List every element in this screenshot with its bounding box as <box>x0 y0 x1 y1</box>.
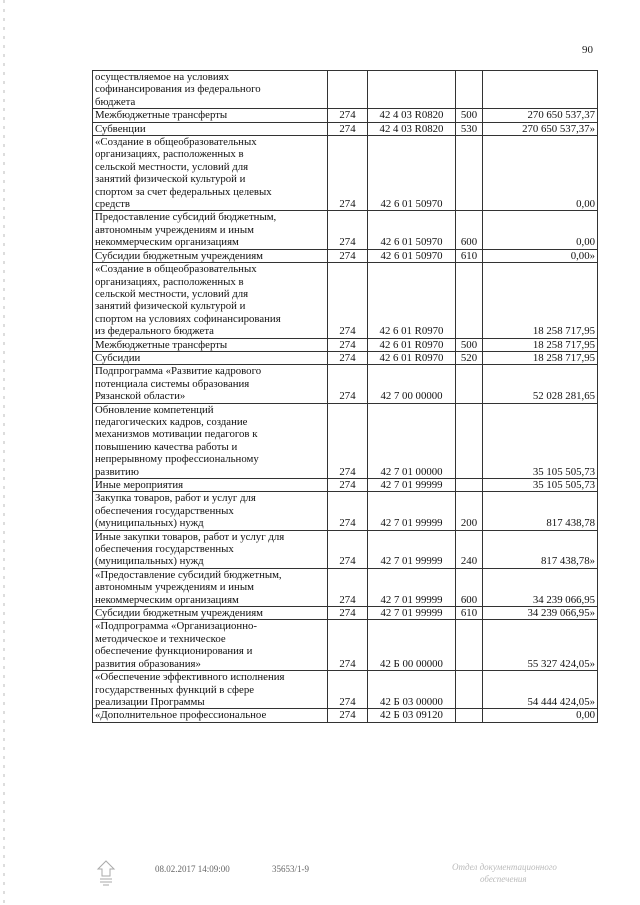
cell-name: Субвенции <box>93 122 328 135</box>
cell-name: Иные мероприятия <box>93 479 328 492</box>
table-row <box>93 249 598 262</box>
table-row <box>93 479 598 492</box>
cell-name: Межбюджетные трансферты <box>93 338 328 351</box>
cell-target-article: 42 4 03 R0820 <box>368 122 456 135</box>
table-row <box>93 263 598 338</box>
budget-table-body <box>93 71 598 723</box>
table-row <box>93 136 598 211</box>
table-row <box>93 211 598 249</box>
cell-name: осуществляемое на условиях софинансирования из федерального бюджета <box>93 71 328 109</box>
budget-table <box>92 70 598 723</box>
table-row <box>93 530 598 568</box>
table-row <box>93 71 598 109</box>
cell-expense-type: 500 <box>456 338 483 351</box>
cell-amount: 0,00 <box>483 211 598 249</box>
cell-name: Субсидии бюджетным учреждениям <box>93 607 328 620</box>
cell-name: Предоставление субсидий бюджетным, автономным учреждениям и иным некоммерческим организациям <box>93 211 328 249</box>
cell-ved-code: 274 <box>328 136 368 211</box>
table-row <box>93 122 598 135</box>
cell-ved-code: 274 <box>328 492 368 530</box>
footer-document-number: 35653/1-9 <box>272 864 309 874</box>
cell-target-article: 42 7 01 99999 <box>368 607 456 620</box>
cell-expense-type <box>456 136 483 211</box>
cell-amount: 34 239 066,95» <box>483 607 598 620</box>
cell-expense-type <box>456 709 483 722</box>
cell-expense-type <box>456 365 483 403</box>
table-row <box>93 365 598 403</box>
cell-target-article: 42 Б 03 09120 <box>368 709 456 722</box>
cell-ved-code: 274 <box>328 122 368 135</box>
cell-name: Субсидии бюджетным учреждениям <box>93 249 328 262</box>
cell-ved-code: 274 <box>328 671 368 709</box>
emblem-icon <box>96 860 116 886</box>
cell-amount: 35 105 505,73 <box>483 479 598 492</box>
cell-expense-type: 600 <box>456 211 483 249</box>
cell-ved-code: 274 <box>328 403 368 478</box>
cell-ved-code: 274 <box>328 620 368 671</box>
cell-amount: 18 258 717,95 <box>483 263 598 338</box>
cell-expense-type <box>456 71 483 109</box>
cell-expense-type: 500 <box>456 109 483 122</box>
cell-ved-code: 274 <box>328 607 368 620</box>
cell-target-article: 42 7 00 00000 <box>368 365 456 403</box>
footer-datetime: 08.02.2017 14:09:00 <box>155 864 230 874</box>
page-number: 90 <box>582 44 593 56</box>
cell-amount: 34 239 066,95 <box>483 568 598 606</box>
table-row <box>93 403 598 478</box>
cell-amount: 35 105 505,73 <box>483 403 598 478</box>
cell-ved-code: 274 <box>328 338 368 351</box>
cell-amount <box>483 71 598 109</box>
cell-amount: 54 444 424,05» <box>483 671 598 709</box>
cell-amount: 0,00 <box>483 709 598 722</box>
cell-expense-type: 600 <box>456 568 483 606</box>
cell-ved-code: 274 <box>328 479 368 492</box>
cell-target-article: 42 7 01 99999 <box>368 492 456 530</box>
cell-name: «Подпрограмма «Организационно- методическое и техническое обеспечение функционирования и развития образования» <box>93 620 328 671</box>
cell-target-article: 42 7 01 99999 <box>368 568 456 606</box>
cell-expense-type: 240 <box>456 530 483 568</box>
cell-name: «Создание в общеобразовательных организациях, расположенных в сельской местности, условий для занятий физической культурой и спортом на условиях софинансирования из федерального бюджета <box>93 263 328 338</box>
cell-amount: 0,00» <box>483 249 598 262</box>
cell-target-article: 42 7 01 99999 <box>368 530 456 568</box>
cell-amount: 817 438,78» <box>483 530 598 568</box>
table-row <box>93 620 598 671</box>
cell-target-article: 42 6 01 R0970 <box>368 263 456 338</box>
cell-ved-code: 274 <box>328 211 368 249</box>
cell-name: «Дополнительное профессиональное <box>93 709 328 722</box>
table-row <box>93 568 598 606</box>
cell-expense-type <box>456 263 483 338</box>
cell-expense-type <box>456 479 483 492</box>
signature-stamp <box>450 860 600 886</box>
table-row <box>93 351 598 364</box>
footer-stamp <box>0 860 640 890</box>
table-row <box>93 709 598 722</box>
table-row <box>93 492 598 530</box>
cell-ved-code: 274 <box>328 249 368 262</box>
cell-expense-type <box>456 671 483 709</box>
cell-ved-code <box>328 71 368 109</box>
cell-amount: 18 258 717,95 <box>483 351 598 364</box>
svg-text:Отдел документационного: Отдел документационного <box>452 862 557 872</box>
table-row <box>93 671 598 709</box>
cell-amount: 0,00 <box>483 136 598 211</box>
cell-target-article: 42 7 01 00000 <box>368 403 456 478</box>
cell-amount: 817 438,78 <box>483 492 598 530</box>
cell-amount: 270 650 537,37 <box>483 109 598 122</box>
cell-ved-code: 274 <box>328 351 368 364</box>
cell-name: «Обеспечение эффективного исполнения государственных функций в сфере реализации Программы <box>93 671 328 709</box>
cell-expense-type: 520 <box>456 351 483 364</box>
cell-target-article: 42 7 01 99999 <box>368 479 456 492</box>
cell-ved-code: 274 <box>328 709 368 722</box>
cell-target-article: 42 6 01 R0970 <box>368 338 456 351</box>
svg-text:обеспечения: обеспечения <box>480 874 527 884</box>
cell-ved-code: 274 <box>328 530 368 568</box>
cell-expense-type: 610 <box>456 249 483 262</box>
table-row <box>93 607 598 620</box>
cell-expense-type: 530 <box>456 122 483 135</box>
cell-expense-type <box>456 403 483 478</box>
cell-target-article <box>368 71 456 109</box>
cell-name: Межбюджетные трансферты <box>93 109 328 122</box>
cell-name: Закупка товаров, работ и услуг для обеспечения государственных (муниципальных) нужд <box>93 492 328 530</box>
cell-name: «Создание в общеобразовательных организациях, расположенных в сельской местности, условий для занятий физической культурой и спортом за счет федеральных целевых средств <box>93 136 328 211</box>
scan-edge-mark <box>3 0 5 905</box>
cell-expense-type: 610 <box>456 607 483 620</box>
cell-ved-code: 274 <box>328 263 368 338</box>
cell-amount: 18 258 717,95 <box>483 338 598 351</box>
cell-target-article: 42 Б 00 00000 <box>368 620 456 671</box>
cell-name: Подпрограмма «Развитие кадрового потенциала системы образования Рязанской области» <box>93 365 328 403</box>
cell-ved-code: 274 <box>328 109 368 122</box>
cell-name: Обновление компетенций педагогических кадров, создание механизмов мотивации педагогов к повышению качества работы и непрерывному профессиональному развитию <box>93 403 328 478</box>
cell-target-article: 42 4 03 R0820 <box>368 109 456 122</box>
cell-expense-type: 200 <box>456 492 483 530</box>
cell-name: Иные закупки товаров, работ и услуг для обеспечения государственных (муниципальных) нужд <box>93 530 328 568</box>
cell-amount: 52 028 281,65 <box>483 365 598 403</box>
cell-target-article: 42 6 01 R0970 <box>368 351 456 364</box>
cell-expense-type <box>456 620 483 671</box>
cell-ved-code: 274 <box>328 365 368 403</box>
table-row <box>93 338 598 351</box>
cell-target-article: 42 6 01 50970 <box>368 249 456 262</box>
cell-target-article: 42 6 01 50970 <box>368 136 456 211</box>
table-row <box>93 109 598 122</box>
cell-ved-code: 274 <box>328 568 368 606</box>
cell-target-article: 42 Б 03 00000 <box>368 671 456 709</box>
cell-name: «Предоставление субсидий бюджетным, автономным учреждениям и иным некоммерческим организациям <box>93 568 328 606</box>
cell-name: Субсидии <box>93 351 328 364</box>
cell-target-article: 42 6 01 50970 <box>368 211 456 249</box>
cell-amount: 55 327 424,05» <box>483 620 598 671</box>
cell-amount: 270 650 537,37» <box>483 122 598 135</box>
